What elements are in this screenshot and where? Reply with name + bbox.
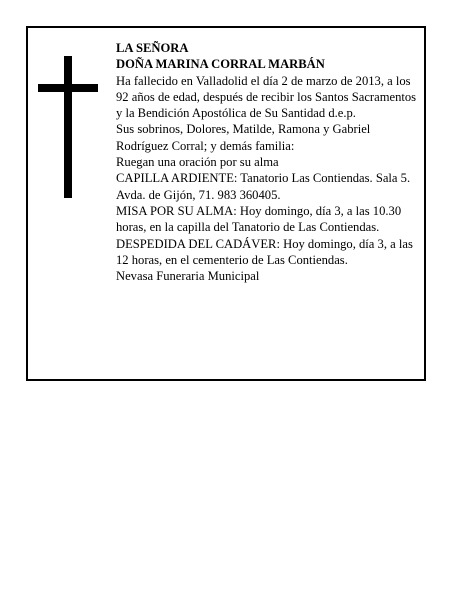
obituary-notice — [26, 26, 426, 381]
notice-text — [116, 40, 424, 284]
cross-horizontal-bar — [38, 84, 98, 92]
mass-info: MISA POR SU ALMA: Hoy domingo, día 3, a las 10.30 horas, en la capilla del Tanatorio de Las Contiendas. — [116, 203, 402, 235]
family-paragraph: Sus sobrinos, Dolores, Matilde, Ramona y Gabriel Rodríguez Corral; y demás familia: — [116, 122, 371, 153]
chapel-info: CAPILLA ARDIENTE: Tanatorio Las Contiendas. Sala 5. Avda. de Gijón, 71. 983 360405. — [116, 171, 411, 202]
heading-title: LA SEÑORA — [116, 41, 189, 55]
funeral-home: Nevasa Funeraria Municipal — [116, 269, 260, 284]
prayer-request: Ruegan una oración por su alma — [116, 155, 279, 170]
farewell-info: DESPEDIDA DEL CADÁVER: Hoy domingo, día 3, a las 12 horas, en el cementerio de Las Contiendas. — [116, 236, 413, 267]
cross-icon — [38, 56, 98, 198]
death-announcement: Ha fallecido en Valladolid el día 2 de marzo de 2013, a los 92 años de edad, después de recibir los Santos Sacramentos y la Bendición Apostólica de Su Santidad d.e.p. — [116, 73, 417, 121]
cross-vertical-bar — [64, 56, 72, 198]
deceased-name: DOÑA MARINA CORRAL MARBÁN — [116, 57, 325, 72]
